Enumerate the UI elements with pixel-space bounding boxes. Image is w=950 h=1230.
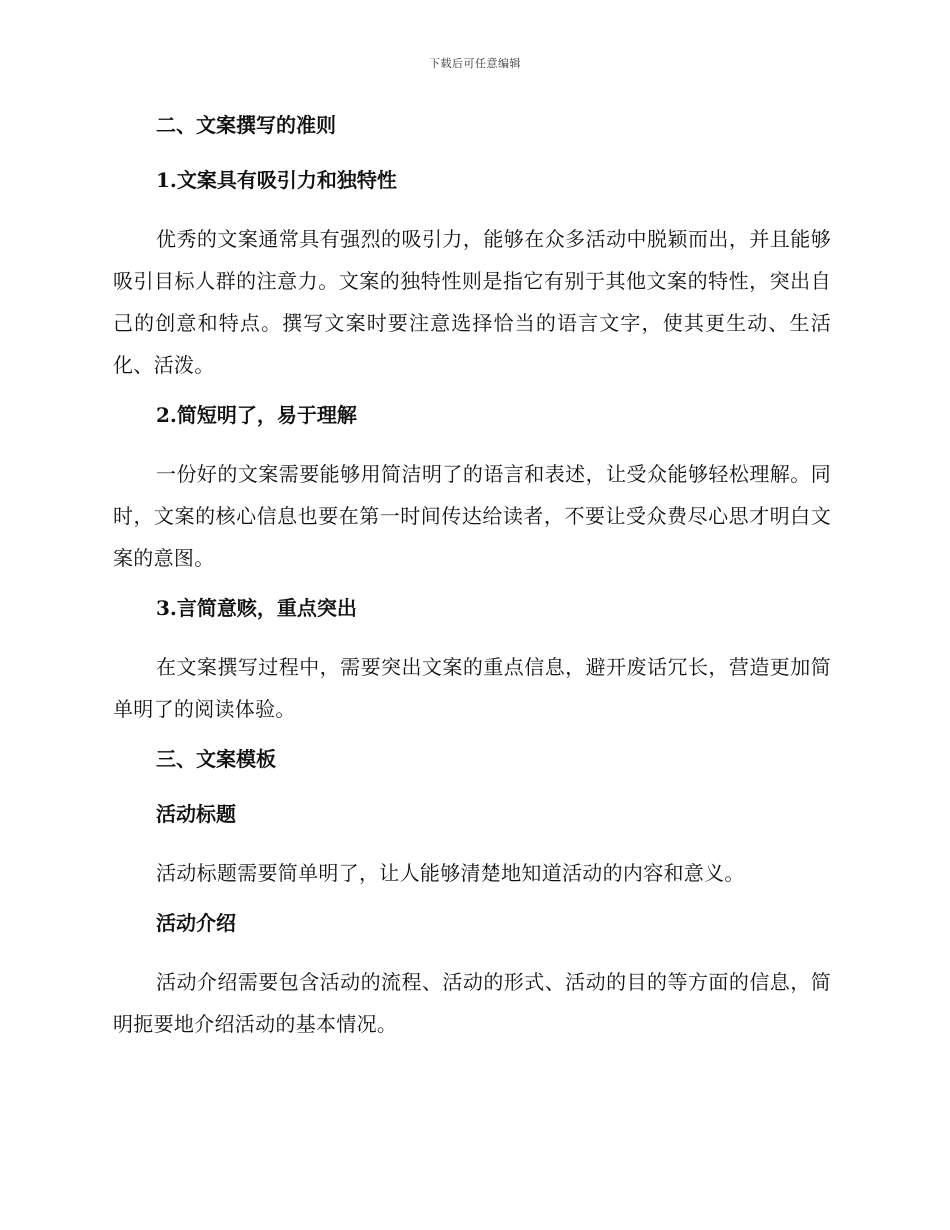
subsection-heading: 活动介绍: [156, 911, 236, 935]
page-header: 下载后可任意编辑: [429, 57, 521, 70]
subsection-heading: 活动标题: [156, 802, 236, 826]
paragraph: 一份好的文案需要能够用简洁明了的语言和表述，让受众能够轻松理解。同时，文案的核心信息也要在第一时间传达给读者，不要让受众费尽心思才明白文案的意图。: [113, 462, 831, 570]
paragraph: 在文案撰写过程中，需要突出文案的重点信息，避开废话冗长，营造更加简单明了的阅读体验。: [113, 655, 831, 721]
section-heading: 二、文案撰写的准则: [156, 113, 336, 137]
subsection-heading: 1.文案具有吸引力和独特性: [156, 168, 397, 192]
paragraph: 优秀的文案通常具有强烈的吸引力，能够在众多活动中脱颖而出，并且能够吸引目标人群的注意力。文案的独特性则是指它有别于其他文案的特性，突出自己的创意和特点。撰写文案时要注意选择恰当的语言文字，使其更生动、生活化、活泼。: [113, 227, 831, 377]
subsection-heading: 2.简短明了，易于理解: [156, 403, 357, 427]
document-body: [113, 108, 831, 1057]
subsection-heading: 3.言简意赅，重点突出: [156, 596, 357, 620]
section-heading: 三、文案模板: [156, 747, 276, 771]
paragraph: 活动介绍需要包含活动的流程、活动的形式、活动的目的等方面的信息，简明扼要地介绍活动的基本情况。: [113, 970, 831, 1036]
paragraph: 活动标题需要简单明了，让人能够清楚地知道活动的内容和意义。: [156, 861, 745, 885]
